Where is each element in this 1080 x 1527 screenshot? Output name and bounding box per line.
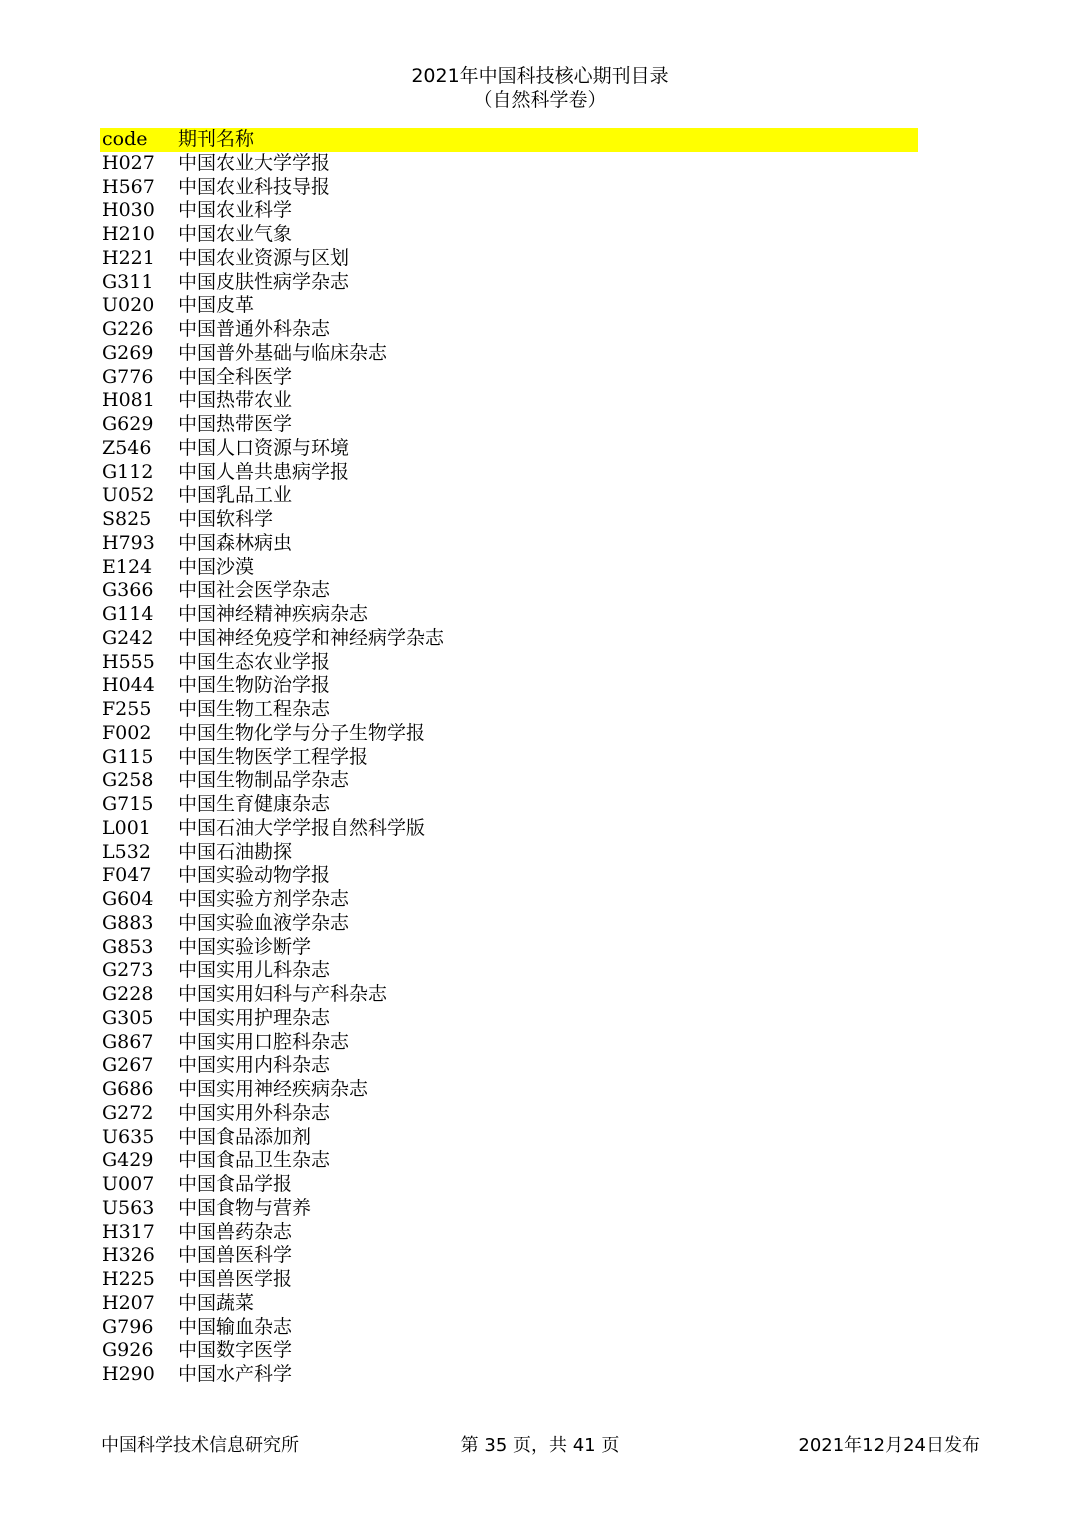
journal-name: 中国蔬菜 [178, 1291, 255, 1314]
table-row [100, 1031, 918, 1055]
table-row [100, 864, 918, 888]
journal-name: 中国实验动物学报 [178, 864, 331, 887]
journal-code: H567 [102, 175, 155, 198]
journal-name: 中国生物防治学报 [178, 674, 331, 697]
table-row [100, 271, 918, 295]
journal-name: 中国兽药杂志 [178, 1220, 293, 1243]
journal-code: G269 [102, 341, 154, 364]
journal-code: F047 [102, 864, 152, 887]
journal-code: L001 [102, 816, 151, 839]
journal-name: 中国实用神经疾病杂志 [178, 1078, 369, 1100]
journal-code: H555 [102, 650, 155, 673]
table-row [100, 983, 918, 1007]
journal-name: 中国石油勘探 [178, 840, 293, 863]
journal-code: G686 [102, 1078, 154, 1100]
journal-name: 中国人口资源与环境 [178, 436, 350, 459]
journal-name: 中国软科学 [178, 508, 274, 530]
journal-code: H044 [102, 674, 155, 697]
table-row [100, 627, 918, 651]
table-row [100, 936, 918, 960]
journal-code: G311 [102, 270, 154, 293]
journal-name: 中国热带农业 [178, 389, 293, 412]
table-row [100, 1197, 918, 1221]
table-row [100, 461, 918, 485]
table-row [100, 1173, 918, 1197]
journal-code: F255 [102, 698, 152, 720]
journal-name: 中国皮革 [178, 294, 255, 317]
journal-code: G115 [102, 745, 154, 768]
table-row [100, 199, 918, 223]
table-row [100, 698, 918, 722]
table-row [100, 912, 918, 936]
table-row [100, 366, 918, 390]
table-row [100, 603, 918, 627]
table-row [100, 508, 918, 532]
journal-code: G853 [102, 935, 154, 958]
journal-name: 中国农业科学 [178, 199, 293, 222]
journal-name: 中国生物工程杂志 [178, 698, 331, 720]
journal-code: H027 [102, 151, 155, 174]
journal-code: G112 [102, 460, 154, 483]
footer-publisher: 中国科学技术信息研究所 [101, 1435, 299, 1456]
journal-code: H210 [102, 223, 155, 245]
journal-name: 中国生物医学工程学报 [178, 745, 369, 768]
journal-code: H030 [102, 199, 155, 222]
table-row [100, 152, 918, 176]
journal-name: 中国实用外科杂志 [178, 1101, 331, 1124]
table-row [100, 1126, 918, 1150]
journal-code: F002 [102, 721, 152, 744]
journal-name: 中国农业资源与区划 [178, 246, 350, 269]
journal-name: 中国食品卫生杂志 [178, 1149, 331, 1172]
journal-name: 中国森林病虫 [178, 531, 293, 554]
table-row [100, 959, 918, 983]
journal-code: G273 [102, 959, 154, 982]
journal-code: G429 [102, 1149, 154, 1172]
journal-code: G305 [102, 1006, 154, 1029]
journal-code: G267 [102, 1054, 154, 1077]
journal-name: 中国社会医学杂志 [178, 579, 331, 602]
journal-table [100, 128, 918, 1387]
table-row [100, 176, 918, 200]
journal-name: 中国生态农业学报 [178, 650, 331, 673]
journal-name: 中国农业大学学报 [178, 151, 331, 174]
journal-name: 中国农业科技导报 [178, 175, 331, 198]
journal-code: U007 [102, 1173, 155, 1195]
journal-code: G867 [102, 1030, 154, 1053]
journal-code: H225 [102, 1268, 155, 1290]
journal-code: S825 [102, 508, 152, 530]
journal-code: U635 [102, 1125, 155, 1148]
journal-code: Z546 [102, 436, 152, 459]
header-name: 期刊名称 [178, 128, 255, 150]
journal-name: 中国石油大学学报自然科学版 [178, 816, 426, 839]
table-row [100, 793, 918, 817]
journal-name: 中国水产科学 [178, 1363, 293, 1385]
table-row [100, 1339, 918, 1363]
journal-name: 中国实用口腔科杂志 [178, 1030, 350, 1053]
journal-name: 中国皮肤性病学杂志 [178, 270, 350, 293]
journal-code: U563 [102, 1196, 155, 1219]
journal-name: 中国实用护理杂志 [178, 1006, 331, 1029]
table-row [100, 1363, 918, 1387]
journal-code: H207 [102, 1291, 155, 1314]
table-row [100, 223, 918, 247]
table-row [100, 674, 918, 698]
table-row [100, 1316, 918, 1340]
journal-name: 中国生物化学与分子生物学报 [178, 721, 426, 744]
table-row [100, 841, 918, 865]
journal-name: 中国全科医学 [178, 365, 293, 388]
journal-code: U020 [102, 294, 155, 317]
journal-code: G776 [102, 365, 154, 388]
table-body [100, 152, 918, 1387]
journal-code: G883 [102, 911, 154, 934]
table-row [100, 817, 918, 841]
table-row [100, 579, 918, 603]
document-title: 2021年中国科技核心期刊目录 [411, 65, 669, 87]
journal-name: 中国实验血液学杂志 [178, 911, 350, 934]
table-row [100, 437, 918, 461]
journal-name: 中国神经免疫学和神经病学杂志 [178, 626, 445, 649]
journal-code: G226 [102, 318, 154, 340]
table-row [100, 1221, 918, 1245]
journal-code: H221 [102, 246, 155, 269]
table-row [100, 342, 918, 366]
journal-name: 中国实用儿科杂志 [178, 959, 331, 982]
journal-name: 中国食品添加剂 [178, 1125, 312, 1148]
journal-name: 中国数字医学 [178, 1339, 293, 1362]
journal-code: G242 [102, 626, 154, 649]
journal-code: H290 [102, 1363, 155, 1385]
journal-name: 中国普通外科杂志 [178, 318, 331, 340]
table-row [100, 1292, 918, 1316]
journal-code: G366 [102, 579, 154, 602]
table-row [100, 413, 918, 437]
journal-code: G796 [102, 1315, 154, 1338]
journal-name: 中国生育健康杂志 [178, 793, 331, 815]
table-row [100, 318, 918, 342]
journal-name: 中国人兽共患病学报 [178, 460, 350, 483]
journal-name: 中国农业气象 [178, 223, 293, 245]
table-row [100, 1268, 918, 1292]
table-row [100, 1007, 918, 1031]
journal-code: G629 [102, 413, 154, 435]
journal-code: G228 [102, 983, 154, 1005]
journal-code: G114 [102, 603, 154, 625]
journal-name: 中国沙漠 [178, 555, 255, 578]
journal-name: 中国实用内科杂志 [178, 1054, 331, 1077]
table-row [100, 532, 918, 556]
table-row [100, 746, 918, 770]
table-row [100, 484, 918, 508]
journal-code: H326 [102, 1244, 155, 1267]
document-subtitle: （自然科学卷） [473, 89, 607, 111]
journal-name: 中国兽医学报 [178, 1268, 293, 1290]
journal-name: 中国生物制品学杂志 [178, 769, 350, 792]
journal-name: 中国食物与营养 [178, 1196, 312, 1219]
table-row [100, 722, 918, 746]
journal-name: 中国兽医科学 [178, 1244, 293, 1267]
journal-code: G258 [102, 769, 154, 792]
journal-name: 中国输血杂志 [178, 1315, 293, 1338]
journal-name: 中国神经精神疾病杂志 [178, 603, 369, 625]
journal-code: H317 [102, 1220, 155, 1243]
journal-code: H081 [102, 389, 155, 412]
table-row [100, 651, 918, 675]
journal-name: 中国实验诊断学 [178, 935, 312, 958]
table-row [100, 1244, 918, 1268]
journal-code: H793 [102, 531, 155, 554]
journal-code: G715 [102, 793, 154, 815]
journal-name: 中国实用妇科与产科杂志 [178, 983, 388, 1005]
journal-code: G272 [102, 1101, 154, 1124]
table-row [100, 769, 918, 793]
journal-code: G926 [102, 1339, 154, 1362]
journal-name: 中国乳品工业 [178, 484, 293, 507]
journal-code: E124 [102, 555, 153, 578]
journal-name: 中国食品学报 [178, 1173, 293, 1195]
table-row [100, 247, 918, 271]
table-header-row [100, 128, 918, 152]
journal-name: 中国实验方剂学杂志 [178, 888, 350, 910]
table-row [100, 1054, 918, 1078]
journal-name: 中国热带医学 [178, 413, 293, 435]
table-row [100, 294, 918, 318]
journal-code: G604 [102, 888, 154, 910]
footer-page-number: 第 35 页，共 41 页 [460, 1435, 620, 1456]
table-row [100, 389, 918, 413]
table-row [100, 1149, 918, 1173]
journal-code: L532 [102, 840, 151, 863]
footer-publish-date: 2021年12月24日发布 [798, 1435, 980, 1456]
table-row [100, 1102, 918, 1126]
header-code: code [102, 128, 148, 150]
table-row [100, 888, 918, 912]
journal-code: U052 [102, 484, 155, 507]
table-row [100, 1078, 918, 1102]
journal-name: 中国普外基础与临床杂志 [178, 341, 388, 364]
table-row [100, 556, 918, 580]
